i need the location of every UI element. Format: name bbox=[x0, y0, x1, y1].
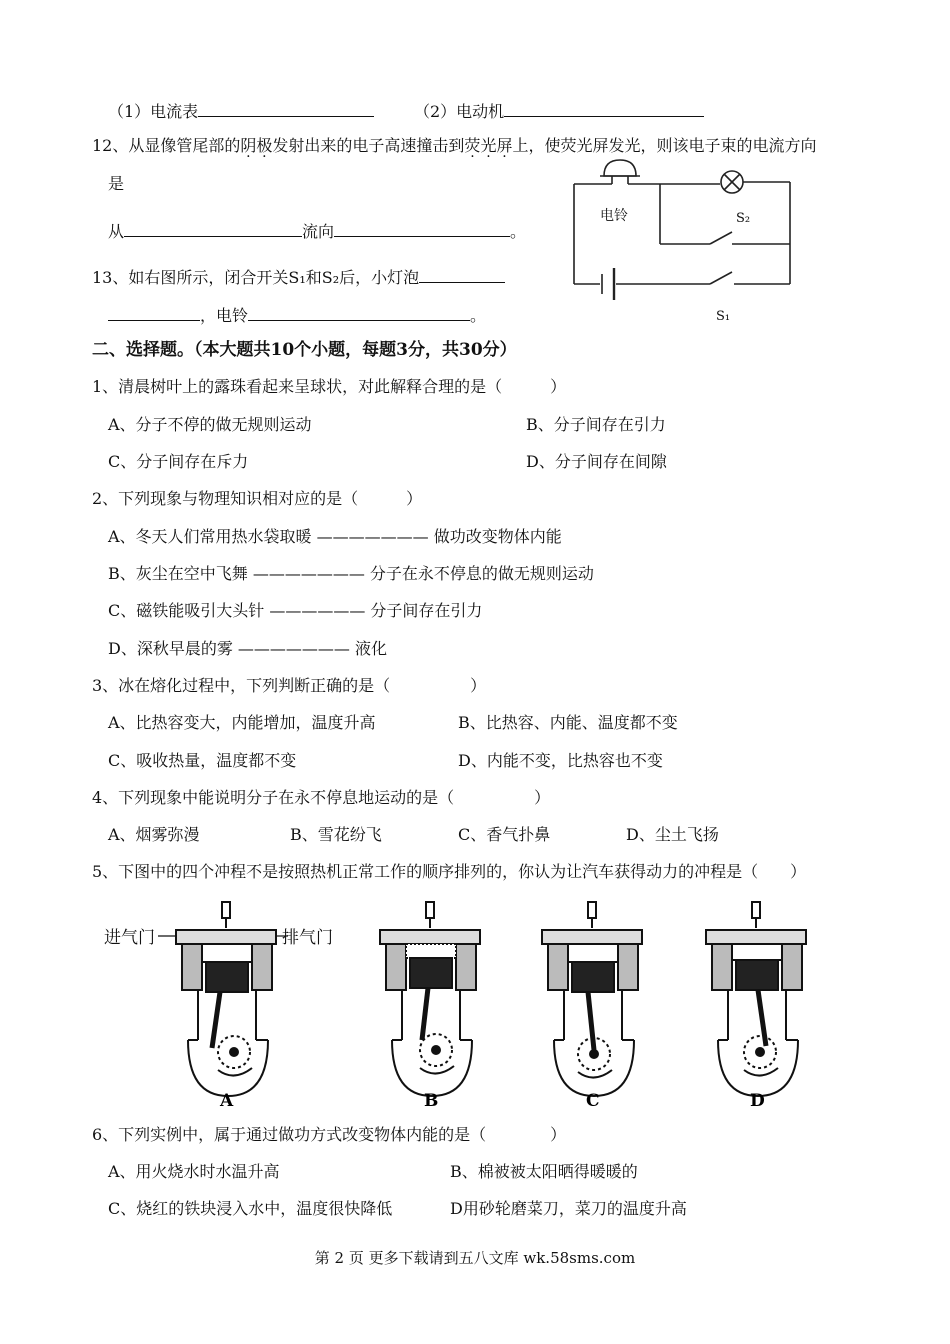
bell-label: 电铃 bbox=[600, 208, 628, 224]
q12-blank-from[interactable] bbox=[124, 220, 302, 237]
q2-option-b[interactable]: B、灰尘在空中飞舞 ——————— 分子在永不停息的做无规则运动 bbox=[108, 564, 594, 583]
q6-option-c[interactable]: C、烧红的铁块浸入水中，温度很快降低 bbox=[108, 1199, 393, 1218]
q11-blank-1[interactable] bbox=[198, 100, 374, 117]
q12-stem: 12、从显像管尾部的阴极发射出来的电子高速撞击到荧光屏上，使荧光屏发光，则该电子束的电流方向 bbox=[92, 136, 817, 155]
s1-label: S₁ bbox=[716, 309, 731, 324]
q13-blank-bell[interactable] bbox=[248, 304, 470, 321]
q2-option-c[interactable]: C、磁铁能吸引大头针 —————— 分子间存在引力 bbox=[108, 601, 483, 620]
q2-option-d[interactable]: D、深秋早晨的雾 ——————— 液化 bbox=[108, 639, 388, 658]
q12-shi: 是 bbox=[108, 174, 125, 193]
page-footer: 第 2 页 更多下载请到五八文库 wk.58sms.com bbox=[314, 1249, 636, 1267]
q3-option-b[interactable]: B、比热容、内能、温度都不变 bbox=[458, 713, 678, 732]
q2-stem: 2、下列现象与物理知识相对应的是（ ） bbox=[92, 489, 423, 508]
q11-part2-label: （2）电动机 bbox=[414, 102, 505, 121]
q11-part1-label: （1）电流表 bbox=[108, 102, 199, 121]
switch-s1-icon bbox=[710, 272, 732, 284]
q12-blank-to[interactable] bbox=[334, 220, 510, 237]
engine-label-d: D bbox=[750, 1091, 765, 1111]
inlet-valve-label: 进气门 bbox=[104, 928, 155, 948]
q3-option-d[interactable]: D、内能不变，比热容也不变 bbox=[458, 751, 663, 770]
engine-stroke-c bbox=[534, 900, 654, 1110]
q4-stem: 4、下列现象中能说明分子在永不停息地运动的是（ ） bbox=[92, 788, 551, 807]
q6-option-a[interactable]: A、用火烧水时水温升高 bbox=[108, 1162, 280, 1181]
q4-option-b[interactable]: B、雪花纷飞 bbox=[290, 825, 382, 844]
engine-stroke-a bbox=[168, 900, 288, 1110]
engine-stroke-b bbox=[372, 900, 492, 1110]
engine-label-b: B bbox=[424, 1091, 439, 1111]
q3-option-a[interactable]: A、比热容变大，内能增加，温度升高 bbox=[108, 713, 376, 732]
q2-option-a[interactable]: A、冬天人们常用热水袋取暖 ——————— 做功改变物体内能 bbox=[108, 527, 562, 546]
engine-label-a: A bbox=[220, 1091, 234, 1111]
q4-option-c[interactable]: C、香气扑鼻 bbox=[458, 825, 551, 844]
q11-line bbox=[108, 100, 374, 122]
outlet-valve-label: 排气门 bbox=[282, 928, 333, 948]
q3-option-c[interactable]: C、吸收热量，温度都不变 bbox=[108, 751, 297, 770]
q6-stem: 6、下列实例中，属于通过做功方式改变物体内能的是（ ） bbox=[92, 1125, 567, 1144]
q1-option-a[interactable]: A、分子不停的做无规则运动 bbox=[108, 415, 312, 434]
q12-answer-line: 从 流向 。 bbox=[108, 222, 527, 241]
bell-icon bbox=[604, 160, 636, 176]
engine-stroke-d bbox=[698, 900, 818, 1110]
q5-stem: 5、下图中的四个冲程不是按照热机正常工作的顺序排列的，你认为让汽车获得动力的冲程是（ ） bbox=[92, 862, 807, 881]
s2-label: S₂ bbox=[736, 211, 751, 226]
q4-option-d[interactable]: D、尘土飞扬 bbox=[626, 825, 719, 844]
engine-label-c: C bbox=[586, 1091, 600, 1111]
switch-s2-icon bbox=[710, 232, 732, 244]
q6-option-d[interactable]: D用砂轮磨菜刀，菜刀的温度升高 bbox=[450, 1199, 687, 1218]
q1-option-b[interactable]: B、分子间存在引力 bbox=[526, 415, 666, 434]
q13-answer-line: ，电铃 。 bbox=[108, 304, 486, 326]
q6-option-b[interactable]: B、棉被被太阳晒得暖暖的 bbox=[450, 1162, 638, 1181]
section-2-title: 二、选择题。（本大题共10个小题，每题3分，共30分） bbox=[92, 340, 517, 360]
q11-blank-2[interactable] bbox=[504, 100, 704, 117]
q13-stem: 13、如右图所示，闭合开关S₁和S₂后，小灯泡 bbox=[92, 266, 505, 288]
q1-option-c[interactable]: C、分子间存在斥力 bbox=[108, 452, 249, 471]
q13-blank-bulb[interactable] bbox=[419, 266, 505, 283]
q3-stem: 3、冰在熔化过程中，下列判断正确的是（ ） bbox=[92, 676, 487, 695]
q4-option-a[interactable]: A、烟雾弥漫 bbox=[108, 825, 200, 844]
q1-stem: 1、清晨树叶上的露珠看起来呈球状，对此解释合理的是（ ） bbox=[92, 377, 567, 396]
q13-blank-bulb-cont[interactable] bbox=[108, 304, 200, 321]
q11-line-b bbox=[414, 100, 704, 122]
circuit-diagram bbox=[560, 150, 810, 330]
q1-option-d[interactable]: D、分子间存在间隙 bbox=[526, 452, 667, 471]
